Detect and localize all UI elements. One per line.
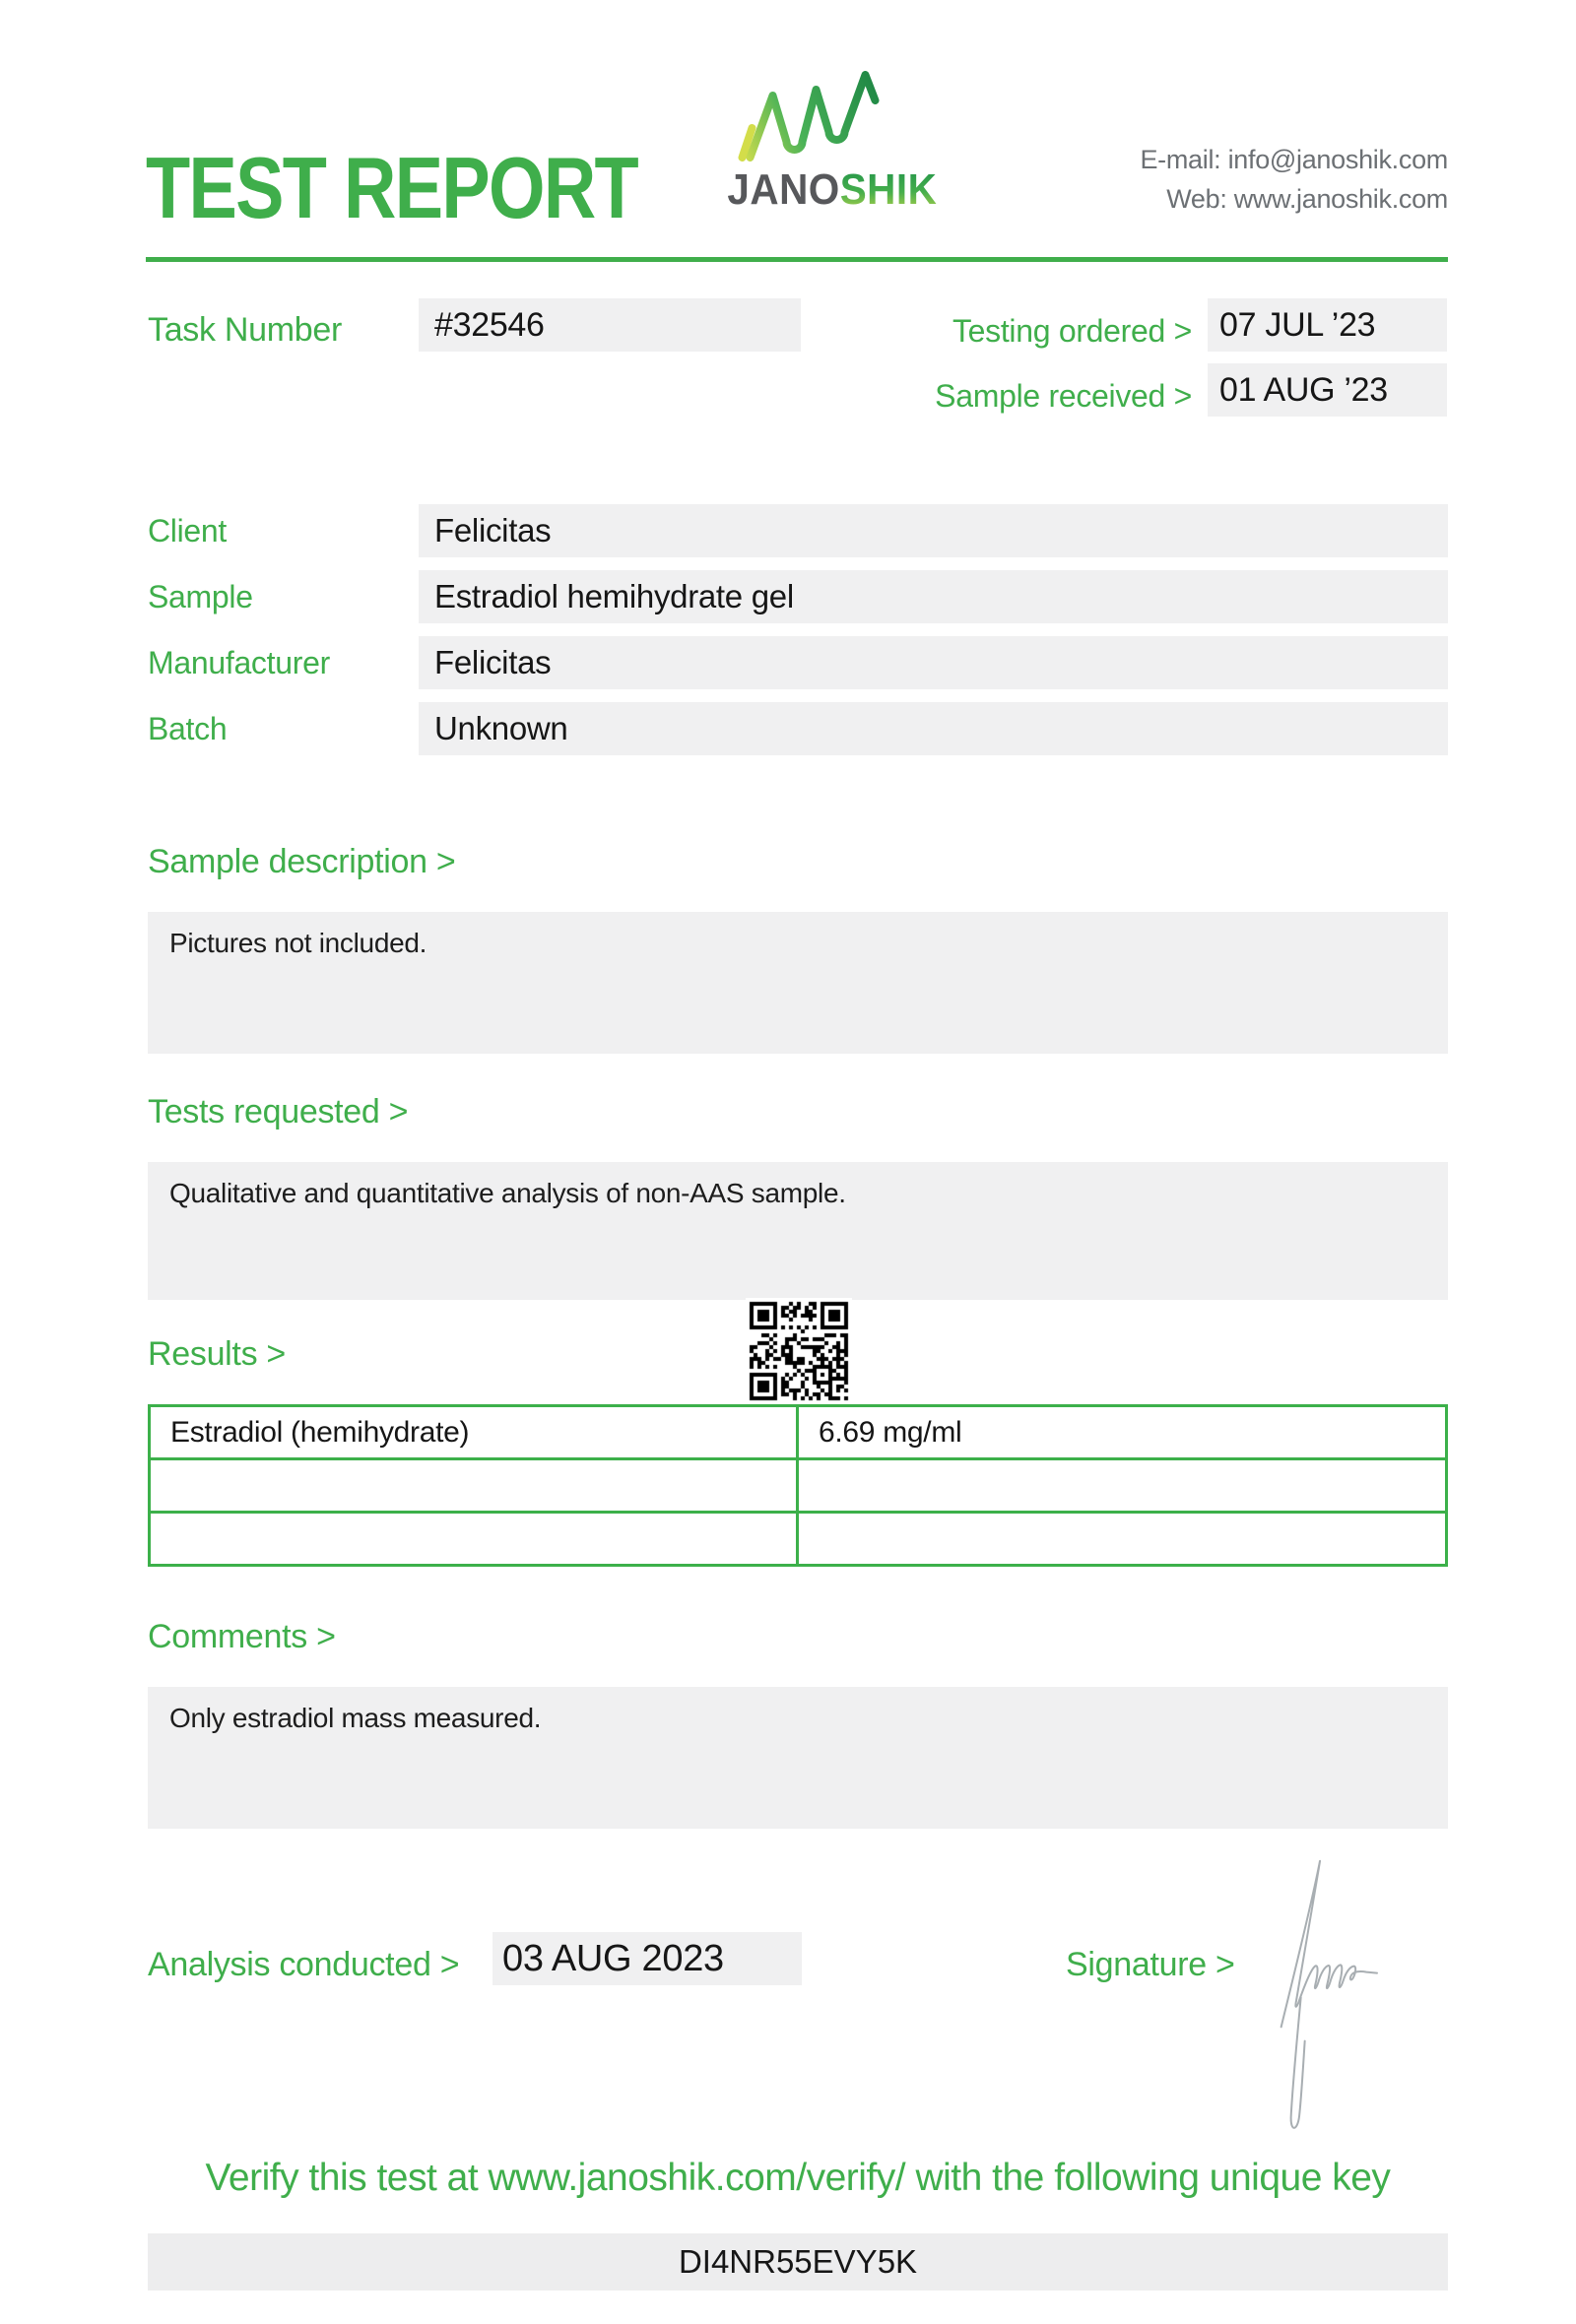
manufacturer-label: Manufacturer	[148, 645, 330, 680]
contact-email: E-mail: info@janoshik.com	[1140, 145, 1448, 174]
signature-label: Signature >	[1066, 1946, 1235, 1983]
result-value-cell	[798, 1459, 1447, 1513]
client-label: Client	[148, 513, 228, 549]
brand-logo	[719, 71, 938, 215]
sample-label: Sample	[148, 579, 253, 614]
verify-instruction: Verify this test at www.janoshik.com/verify/ with the following unique key	[205, 2157, 1391, 2199]
contact-web: Web: www.janoshik.com	[1166, 184, 1448, 214]
task-number-label: Task Number	[148, 311, 342, 349]
sample-value: Estradiol hemihydrate gel	[434, 578, 794, 614]
result-name-cell	[150, 1459, 798, 1513]
results-heading: Results >	[148, 1335, 286, 1373]
brand-wordmark-dark: JANO	[727, 165, 840, 214]
info-row-batch	[148, 702, 1448, 755]
testing-ordered-field	[1208, 298, 1447, 352]
info-row-manufacturer	[148, 636, 1448, 689]
analysis-date-value: 03 AUG 2023	[502, 1938, 724, 1979]
batch-field	[419, 702, 1448, 755]
sample-received-value: 01 AUG ’23	[1219, 371, 1388, 409]
signature-stroke-descender	[1291, 1997, 1305, 2127]
result-row	[150, 1459, 1447, 1513]
comments-text: Only estradiol mass measured.	[169, 1703, 542, 1733]
client-value: Felicitas	[434, 512, 552, 549]
sample-description-text: Pictures not included.	[169, 928, 427, 958]
result-value-cell: 6.69 mg/ml	[798, 1406, 1447, 1459]
sample-field	[419, 570, 1448, 623]
comments-box	[148, 1687, 1448, 1829]
testing-ordered-value: 07 JUL ’23	[1219, 306, 1376, 344]
brand-chart-icon	[737, 71, 909, 161]
brand-wordmark	[727, 165, 938, 215]
result-value-cell	[798, 1513, 1447, 1566]
testing-ordered-label: Testing ordered >	[952, 313, 1192, 349]
client-field	[419, 504, 1448, 557]
analysis-conducted-label: Analysis conducted >	[148, 1946, 460, 1983]
sample-received-field	[1208, 363, 1447, 417]
result-name-cell	[150, 1513, 798, 1566]
brand-wordmark-green: SHIK	[839, 165, 938, 214]
signature-stroke-main	[1281, 1861, 1377, 2028]
comments-heading: Comments >	[148, 1618, 336, 1655]
task-number-value: #32546	[434, 306, 545, 344]
tests-requested-heading: Tests requested >	[148, 1093, 409, 1130]
manufacturer-value: Felicitas	[434, 644, 552, 680]
verify-key-bar	[148, 2233, 1448, 2291]
page-title: TEST REPORT	[146, 139, 637, 236]
batch-value: Unknown	[434, 710, 568, 746]
contact-info	[1140, 140, 1448, 219]
result-name-cell: Estradiol (hemihydrate)	[150, 1406, 798, 1459]
tests-requested-text: Qualitative and quantitative analysis of non-AAS sample.	[169, 1178, 846, 1208]
task-number-field	[419, 298, 801, 352]
sample-description-box	[148, 912, 1448, 1054]
sample-received-label: Sample received >	[935, 378, 1192, 414]
qr-code	[746, 1298, 852, 1404]
results-table	[148, 1404, 1448, 1567]
batch-label: Batch	[148, 711, 228, 746]
header-divider	[146, 257, 1448, 262]
verify-key: DI4NR55EVY5K	[678, 2243, 918, 2280]
info-row-client	[148, 504, 1448, 557]
result-row	[150, 1406, 1447, 1459]
manufacturer-field	[419, 636, 1448, 689]
signature-image	[1261, 1812, 1478, 2147]
result-row	[150, 1513, 1447, 1566]
analysis-date-field	[492, 1932, 802, 1985]
sample-description-heading: Sample description >	[148, 843, 456, 880]
tests-requested-box	[148, 1162, 1448, 1300]
info-row-sample	[148, 570, 1448, 623]
